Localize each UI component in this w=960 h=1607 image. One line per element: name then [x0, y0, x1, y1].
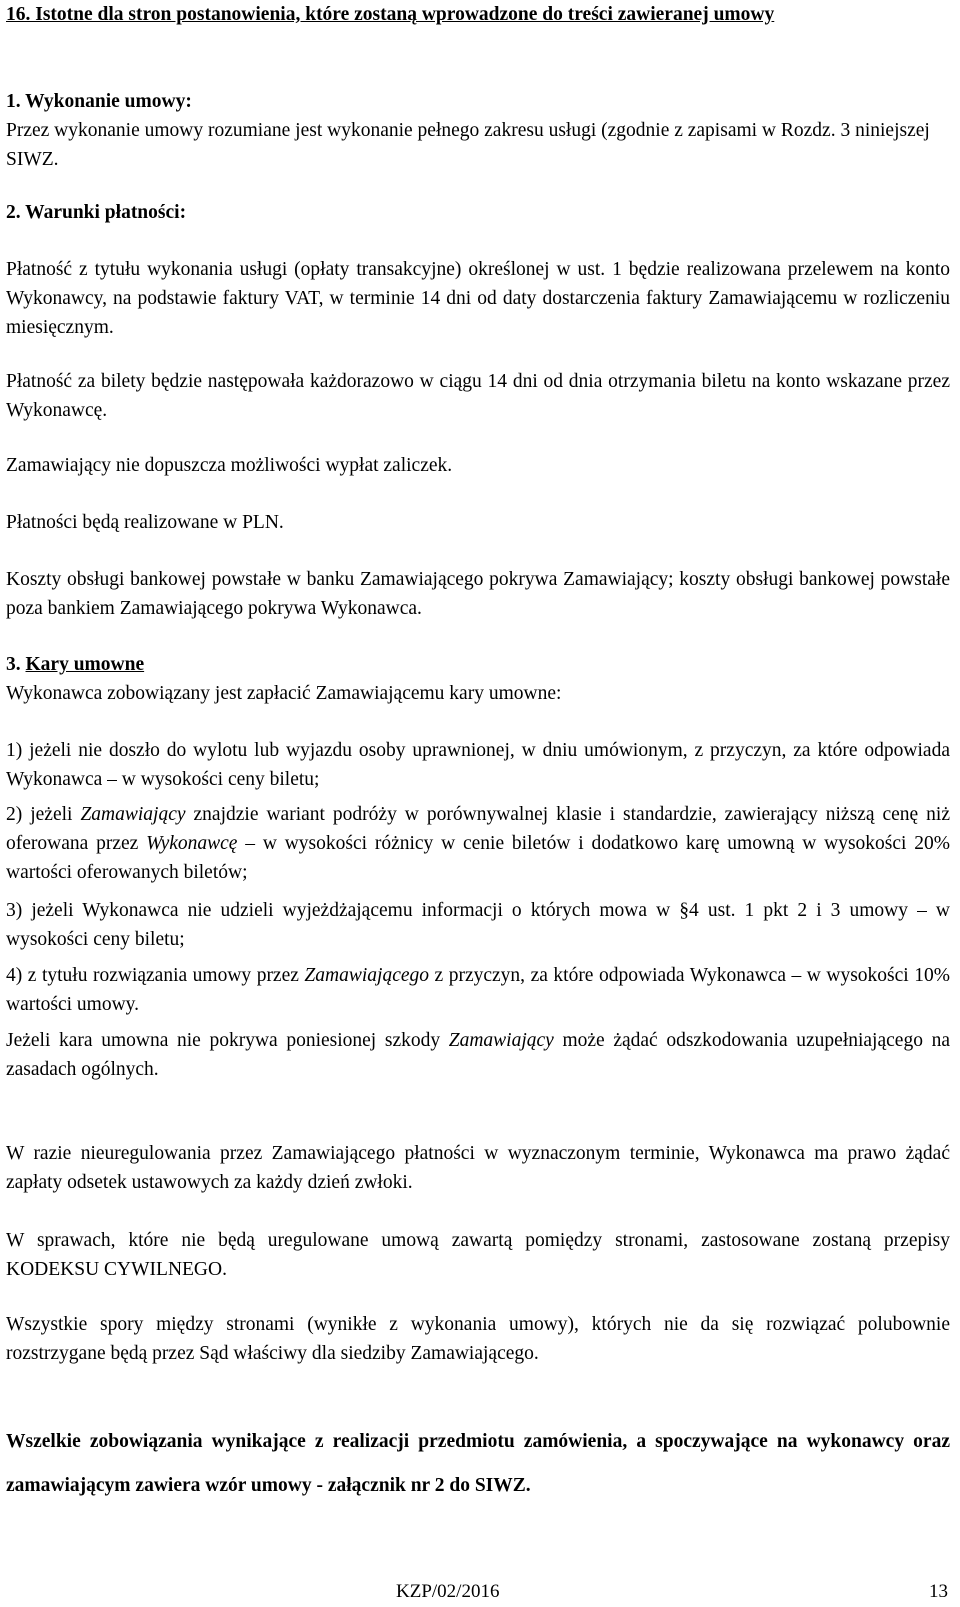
penalty-point-4-text-a: 4) z tytułu rozwiązania umowy przez	[6, 965, 305, 986]
bank-costs-paragraph: Koszty obsługi bankowej powstałe w banku Zamawiającego pokrywa Zamawiający; koszty obsługi bankowej powstałe poza bankiem Zamawiającego pokrywa Wykonawca.	[6, 569, 950, 619]
disputes-paragraph: Wszystkie spory między stronami (wynikłe z wykonania umowy), których nie da się rozwiązać polubownie rozstrzygane będą przez Sąd właściwy dla siedziby Zamawiającego.	[6, 1314, 950, 1364]
penalties-intro: Wykonawca zobowiązany jest zapłacić Zamawiającemu kary umowne:	[6, 683, 562, 704]
payment-terms-paragraph: Płatność z tytułu wykonania usługi (opłaty transakcyjne) określonej w ust. 1 będzie realizowana przelewem na konto Wykonawcy, na podstawie faktury VAT, w terminie 14 dni od daty dostarczenia faktury Zamawiającemu w rozliczeniu miesięcznym.	[6, 259, 950, 338]
item-1-heading: 1. Wykonanie umowy:	[6, 91, 192, 112]
penalty-point-3: 3) jeżeli Wykonawca nie udzieli wyjeżdżającemu informacji o których mowa w §4 ust. 1 pkt 2 i 3 umowy – w wysokości ceny biletu;	[6, 900, 950, 950]
no-advance-paragraph: Zamawiający nie dopuszcza możliwości wypłat zaliczek.	[6, 455, 453, 476]
penalty-point-2-text-c: znajdzie wariant podróży w porównywalnej klasie i standardzie, zawierający niższą cenę niż oferowana przez	[6, 804, 950, 854]
damages-text-a: Jeżeli kara umowna nie pokrywa poniesionej szkody	[6, 1030, 449, 1051]
damages-text-c: może żądać odszkodowania uzupełniającego na zasadach ogólnych.	[6, 1030, 950, 1080]
footer-reference-code: KZP/02/2016	[396, 1581, 500, 1602]
civil-code-paragraph: W sprawach, które nie będą uregulowane umową zawartą pomiędzy stronami, zastosowane zostaną przepisy KODEKSU CYWILNEGO.	[6, 1230, 950, 1280]
penalty-point-1: 1) jeżeli nie doszło do wylotu lub wyjazdu osoby uprawnionej, w dniu umówionym, z przyczyn, za które odpowiada Wykonawca – w wysokości ceny biletu;	[6, 740, 950, 790]
penalty-point-2-contractor: Wykonawcę	[146, 833, 238, 854]
penalty-point-2-text-e: – w wysokości różnicy w cenie biletów i dodatkowo karę umowną w wysokości 20% wartości oferowanych biletów;	[6, 833, 950, 883]
penalty-point-4-text-c: z przyczyn, za które odpowiada Wykonawca – w wysokości 10% wartości umowy.	[6, 965, 950, 1015]
penalty-point-4	[6, 961, 950, 1019]
item-3-heading-number: 3.	[6, 654, 21, 675]
item-3-heading-text: Kary umowne	[25, 654, 145, 675]
item-2-heading: 2. Warunki płatności:	[6, 202, 187, 223]
ticket-payment-paragraph: Płatność za bilety będzie następowała każdorazowo w ciągu 14 dni od dnia otrzymania biletu na konto wskazane przez Wykonawcę.	[6, 371, 950, 421]
supplementary-damages-paragraph	[6, 1026, 950, 1084]
penalty-point-2-text-a: 2) jeżeli	[6, 804, 81, 825]
penalty-point-4-party: Zamawiającego	[304, 965, 430, 986]
damages-party: Zamawiający	[448, 1030, 554, 1051]
page-number: 13	[929, 1581, 948, 1602]
contract-template-paragraph: Wszelkie zobowiązania wynikające z realizacji przedmiotu zamówienia, a spoczywające na wykonawcy oraz zamawiającym zawiera wzór umowy - załącznik nr 2 do SIWZ.	[6, 1431, 950, 1496]
section-16-title: 16. Istotne dla stron postanowienia, które zostaną wprowadzone do treści zawieranej umowy	[6, 4, 775, 25]
currency-paragraph: Płatności będą realizowane w PLN.	[6, 512, 284, 533]
penalty-point-2	[6, 800, 950, 887]
item-1-text: Przez wykonanie umowy rozumiane jest wykonanie pełnego zakresu usługi (zgodnie z zapisami w Rozdz. 3 niniejszej SIWZ.	[6, 120, 930, 170]
late-payment-paragraph: W razie nieuregulowania przez Zamawiającego płatności w wyznaczonym terminie, Wykonawca ma prawo żądać zapłaty odsetek ustawowych za każdy dzień zwłoki.	[6, 1143, 950, 1193]
penalty-point-2-party: Zamawiający	[80, 804, 186, 825]
item-3-heading	[6, 650, 950, 679]
